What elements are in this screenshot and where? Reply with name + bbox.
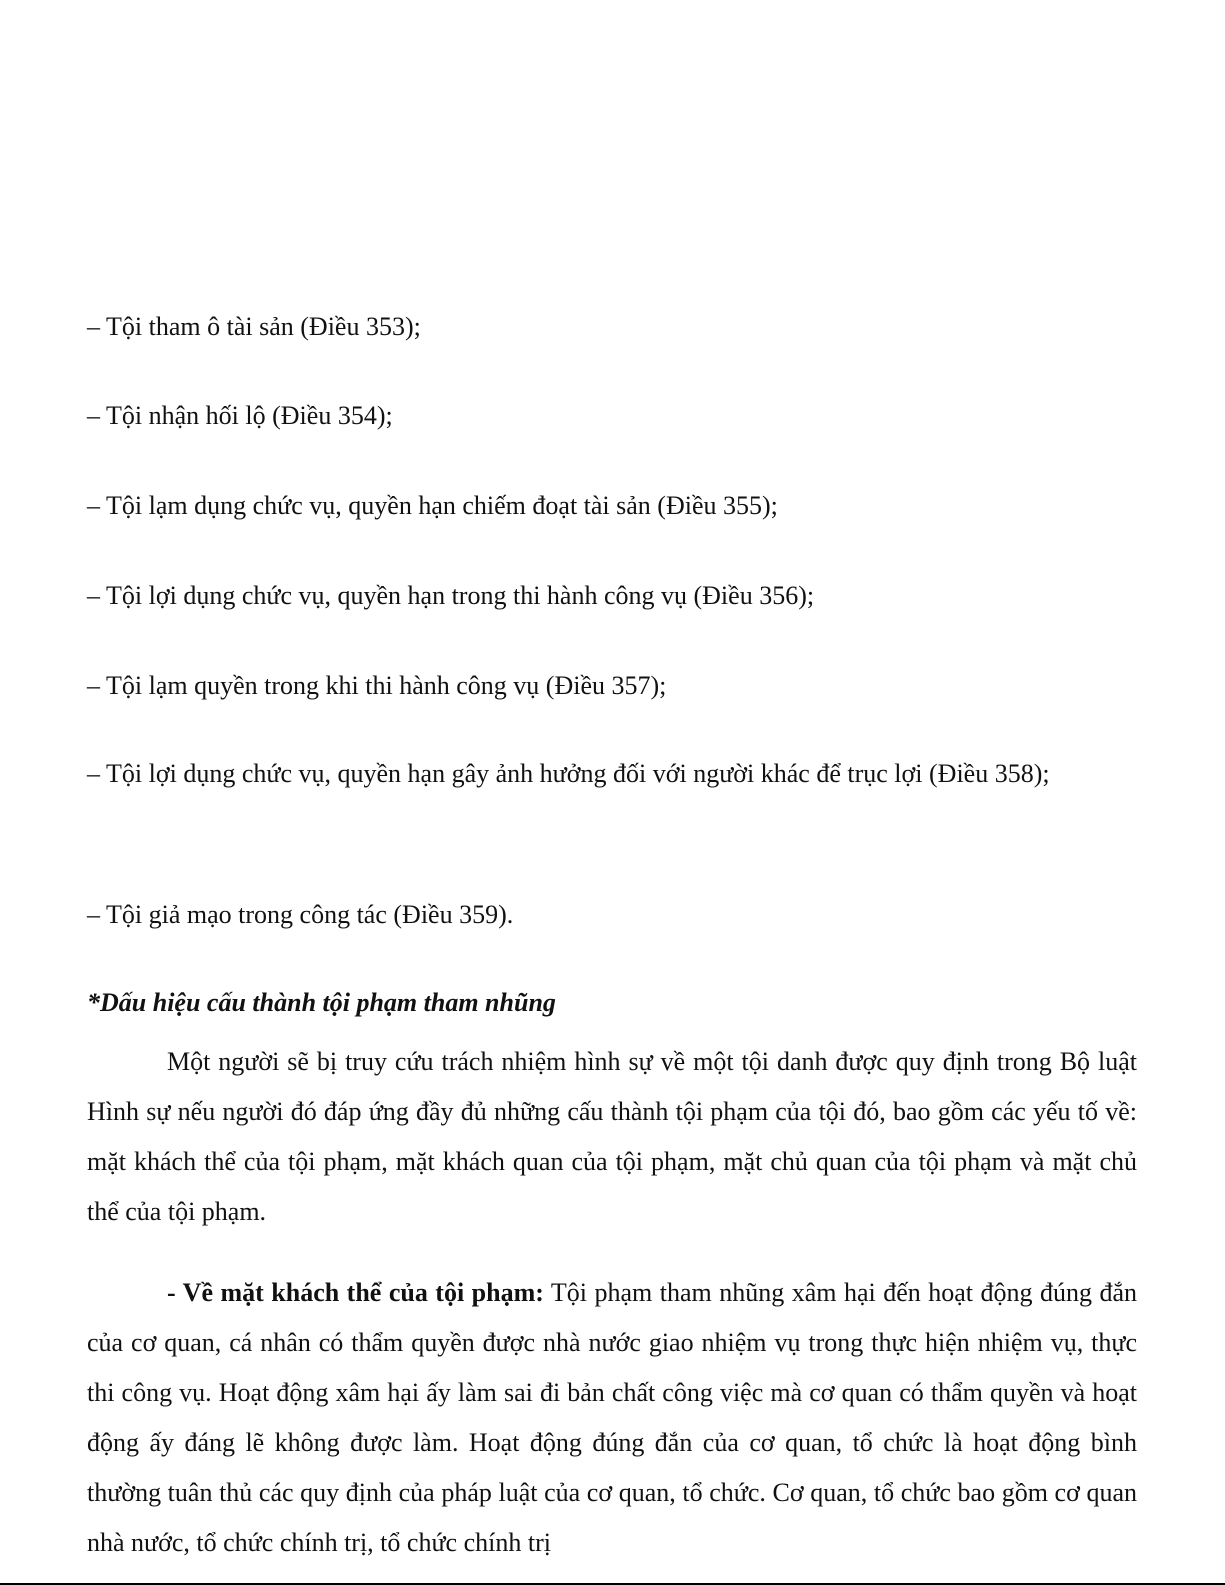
- object-paragraph-text: Tội phạm tham nhũng xâm hại đến hoạt động đúng đắn của cơ quan, cá nhân có thẩm quyền được nhà nước giao nhiệm vụ trong thực hiện nhiệm vụ, thực thi công vụ. Hoạt động xâm hại ấy làm sai đi bản chất công việc mà cơ quan có thẩm quyền và hoạt động ấy đáng lẽ không được làm. Hoạt động đúng đắn của cơ quan, tổ chức là hoạt động bình thường tuân thủ các quy định của pháp luật của cơ quan, tổ chức. Cơ quan, tổ chức bao gồm cơ quan nhà nước, tổ chức chính trị, tổ chức chính trị: [87, 1278, 1137, 1557]
- intro-paragraph: Một người sẽ bị truy cứu trách nhiệm hình sự về một tội danh được quy định trong Bộ luật Hình sự nếu người đó đáp ứng đầy đủ những cấu thành tội phạm của tội đó, bao gồm các yếu tố về: mặt khách thể của tội phạm, mặt khách quan của tội phạm, mặt chủ quan của tội phạm và mặt chủ thể của tội phạm.: [87, 1047, 1137, 1226]
- crime-item-358: – Tội lợi dụng chức vụ, quyền hạn gây ảnh hưởng đối với người khác để trục lợi (Điều 358);: [87, 759, 1050, 788]
- object-paragraph: [87, 1268, 1137, 1568]
- crime-item-357: – Tội lạm quyền trong khi thi hành công vụ (Điều 357);: [87, 671, 667, 700]
- crime-item-353: – Tội tham ô tài sản (Điều 353);: [87, 312, 421, 341]
- crime-item-359: – Tội giả mạo trong công tác (Điều 359).: [87, 900, 514, 929]
- crime-item-355: – Tội lạm dụng chức vụ, quyền hạn chiếm đoạt tài sản (Điều 355);: [87, 491, 778, 520]
- section-heading: *Dấu hiệu cấu thành tội phạm tham nhũng: [87, 988, 556, 1017]
- crime-item-356: – Tội lợi dụng chức vụ, quyền hạn trong thi hành công vụ (Điều 356);: [87, 581, 815, 610]
- crime-item-354: – Tội nhận hối lộ (Điều 354);: [87, 401, 393, 430]
- object-paragraph-lead: - Về mặt khách thể của tội phạm:: [167, 1278, 544, 1307]
